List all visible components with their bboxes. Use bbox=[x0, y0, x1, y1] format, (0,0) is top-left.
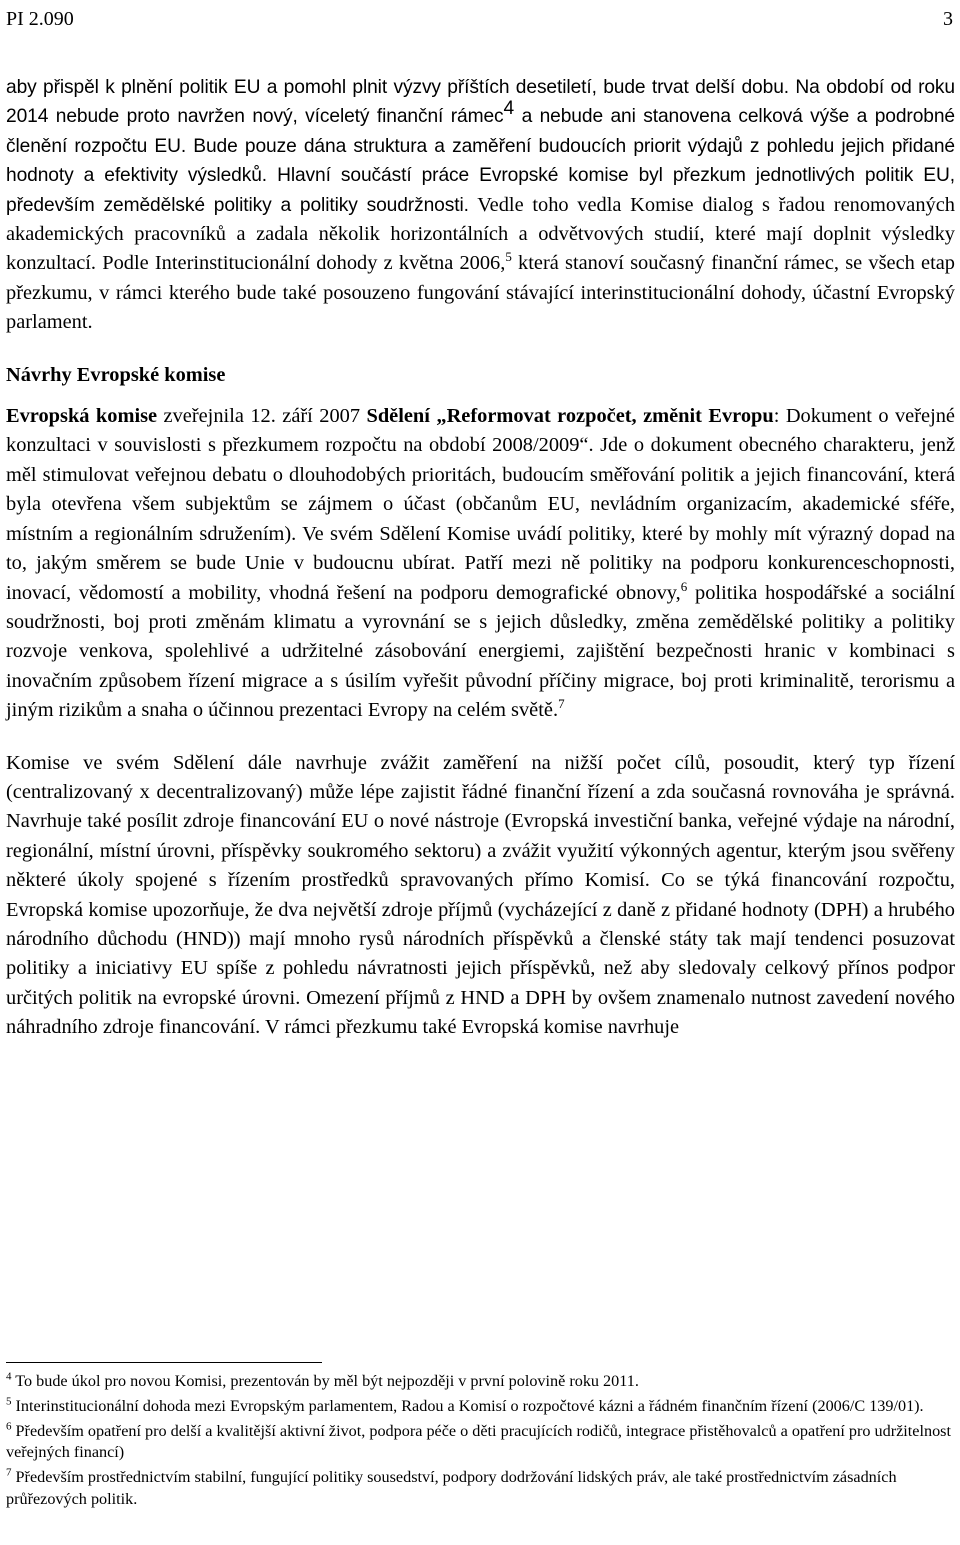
footnote-ref-4[interactable]: 4 bbox=[503, 98, 515, 120]
paragraph-1-sans-a: aby přispěl k plnění politik EU a pomohl plnit výzvy příštích desetiletí, bude trvat delší dobu. Na období od roku 2014 nebude proto navržen nový, víceletý finanční rámec bbox=[6, 77, 955, 128]
body-text bbox=[6, 73, 955, 1043]
paragraph-1-serif-b: která stanoví současný finanční rámec, se všech etap přezkumu, v rámci kterého bude také posouzeno fungování stávající interinstitucionální dohody, účastní Evropský parlament. bbox=[6, 252, 955, 334]
paragraph-2-bold-subject: Evropská komise bbox=[6, 405, 158, 428]
page-header bbox=[6, 6, 955, 32]
paragraph-2 bbox=[6, 402, 955, 725]
footnote-number: 7 bbox=[6, 1466, 12, 1479]
footnote-ref-7[interactable]: 7 bbox=[558, 696, 565, 712]
footnote-text: Především opatření pro delší a kvalitější aktivní život, podpora péče o děti pracujících rodičů, integrace přistěhovalců a opatření pro udržitelnost veřejných financí) bbox=[6, 1421, 951, 1462]
document-code: PI 2.090 bbox=[6, 8, 74, 30]
footnote-text: Interinstitucionální dohoda mezi Evropským parlamentem, Radou a Komisí o rozpočtové kázni a řádném finančním řízení (2006/C 139/01). bbox=[11, 1396, 924, 1415]
footnote-5 bbox=[6, 1396, 955, 1418]
footnote-ref-6[interactable]: 6 bbox=[680, 578, 688, 594]
paragraph-2-text-c: politika hospodářské a sociální soudržnosti, boj proti změnám klimatu a vyrovnání se s jejich důsledky, změna zemědělské politiky a politiky rozvoje venkova, spolehlivé a udržitelné zásobování energiemi, zajištění bezpečnosti hranic v kombinaci s inovačním způsobem řízení migrace a s úsilím vyřešit původní příčiny migrace, boj proti kriminalitě, terorismu a jiným rizikům a snaha o účinnou prezentaci Evropy na celém světě. bbox=[6, 581, 955, 722]
paragraph-2-text-b: : Dokument o veřejné konzultaci v souvislosti s přezkumem rozpočtu na období 2008/2009“. Jde o dokument obecného charakteru, jenž měl stimulovat veřejnou debatu o dlouhodobých prioritách, budoucím směřování politik a jejich financování, která byla otevřena všem subjektům se zájmem o účast (občanům EU, nevládním organizacím, akademické sféře, místním a regionálním sdružením). Ve svém Sdělení Komise uvádí politiky, které by mohly mít výrazný dopad na to, jakým směrem se bude Unie v budoucnu ubírat. Patří mezi ně politiky na podporu konkurenceschopnosti, inovací, vědomostí a mobility, vhodná řešení na podporu demografické obnovy, bbox=[6, 405, 955, 604]
footnote-number: 6 bbox=[6, 1420, 12, 1433]
spacer bbox=[6, 726, 955, 749]
footnote-text: Především prostřednictvím stabilní, fungující politiky sousedství, podpory dodržování lidských práv, ale také prostřednictvím zásadních průřezových politik. bbox=[6, 1468, 897, 1508]
spacer bbox=[6, 390, 955, 402]
footnote-ref-5[interactable]: 5 bbox=[505, 249, 512, 265]
footnote-number: 5 bbox=[6, 1395, 12, 1408]
section-heading: Návrhy Evropské komise bbox=[6, 363, 226, 386]
paragraph-1-serif-a: Vedle toho vedla Komise dialog s řadou renomovaných akademických pracovníků a zadala několik horizontálních a odvětvových studií, které mají doplnit výsledky konzultací. Podle Interinstitucionální dohody z května 2006, bbox=[6, 193, 955, 275]
paragraph-1-sans-b: a nebude ani stanovena celková výše a podrobné členění rozpočtu EU. Bude pouze dána struktura a zaměření budoucích priorit výdajů z pohledu jejich přidané hodnoty a efektivity výsledků. Hlavní součástí práce Evropské komise byl přezkum jednotlivých politik EU, především zemědělské politiky a politiky soudržnosti. bbox=[6, 106, 955, 216]
page-number: 3 bbox=[943, 8, 953, 30]
footnote-6 bbox=[6, 1421, 955, 1465]
paragraph-2-text-a: zveřejnila 12. září 2007 bbox=[157, 405, 367, 428]
footnote-text: To bude úkol pro novou Komisi, prezentován by měl být nejpozději v první polovině roku 2011. bbox=[11, 1372, 639, 1390]
footnote-divider bbox=[6, 1362, 322, 1363]
footnote-7 bbox=[6, 1467, 955, 1511]
paragraph-3: Komise ve svém Sdělení dále navrhuje zvážit zaměření na nižší počet cílů, posoudit, který typ řízení (centralizovaný x decentralizovaný) může lépe zajistit řádné finanční řízení a zda současná rovnováha je správná. Navrhuje také posílit zdroje financování EU o nové nástroje (Evropská investiční banka, veřejné výdaje na národní, regionální, místní úrovni, příspěvky soukromého sektoru) a zvážit využití výkonných agentur, kterým jsou svěřeny některé úkoly spojené s řízením prostředků spravovaných přímo Komisí. Co se týká financování rozpočtu, Evropská komise upozorňuje, že dva největší zdroje příjmů (vycházející z daně z přidané hodnoty (DPH) a hrubého národního důchodu (HND)) mají mnoho rysů národních příspěvků a členské státy tak mají tendenci posuzovat politiky a iniciativy EU spíše z pohledu návratnosti jejich příspěvků, než aby sledovaly celkový přínos podpor určitých politik na evropské úrovni. Omezení příjmů z HND a DPH by ovšem znamenalo nutnost zavedení nového náhradního zdroje financování. V rámci přezkumu také Evropská komise navrhuje bbox=[6, 751, 955, 1039]
paragraph-1 bbox=[6, 73, 955, 338]
paragraph-2-bold-title: Sdělení „Reformovat rozpočet, změnit Evropu bbox=[366, 405, 774, 428]
footnote-number: 4 bbox=[6, 1370, 12, 1383]
footnote-4 bbox=[6, 1371, 955, 1393]
footnotes bbox=[6, 1362, 955, 1514]
spacer bbox=[6, 338, 955, 361]
